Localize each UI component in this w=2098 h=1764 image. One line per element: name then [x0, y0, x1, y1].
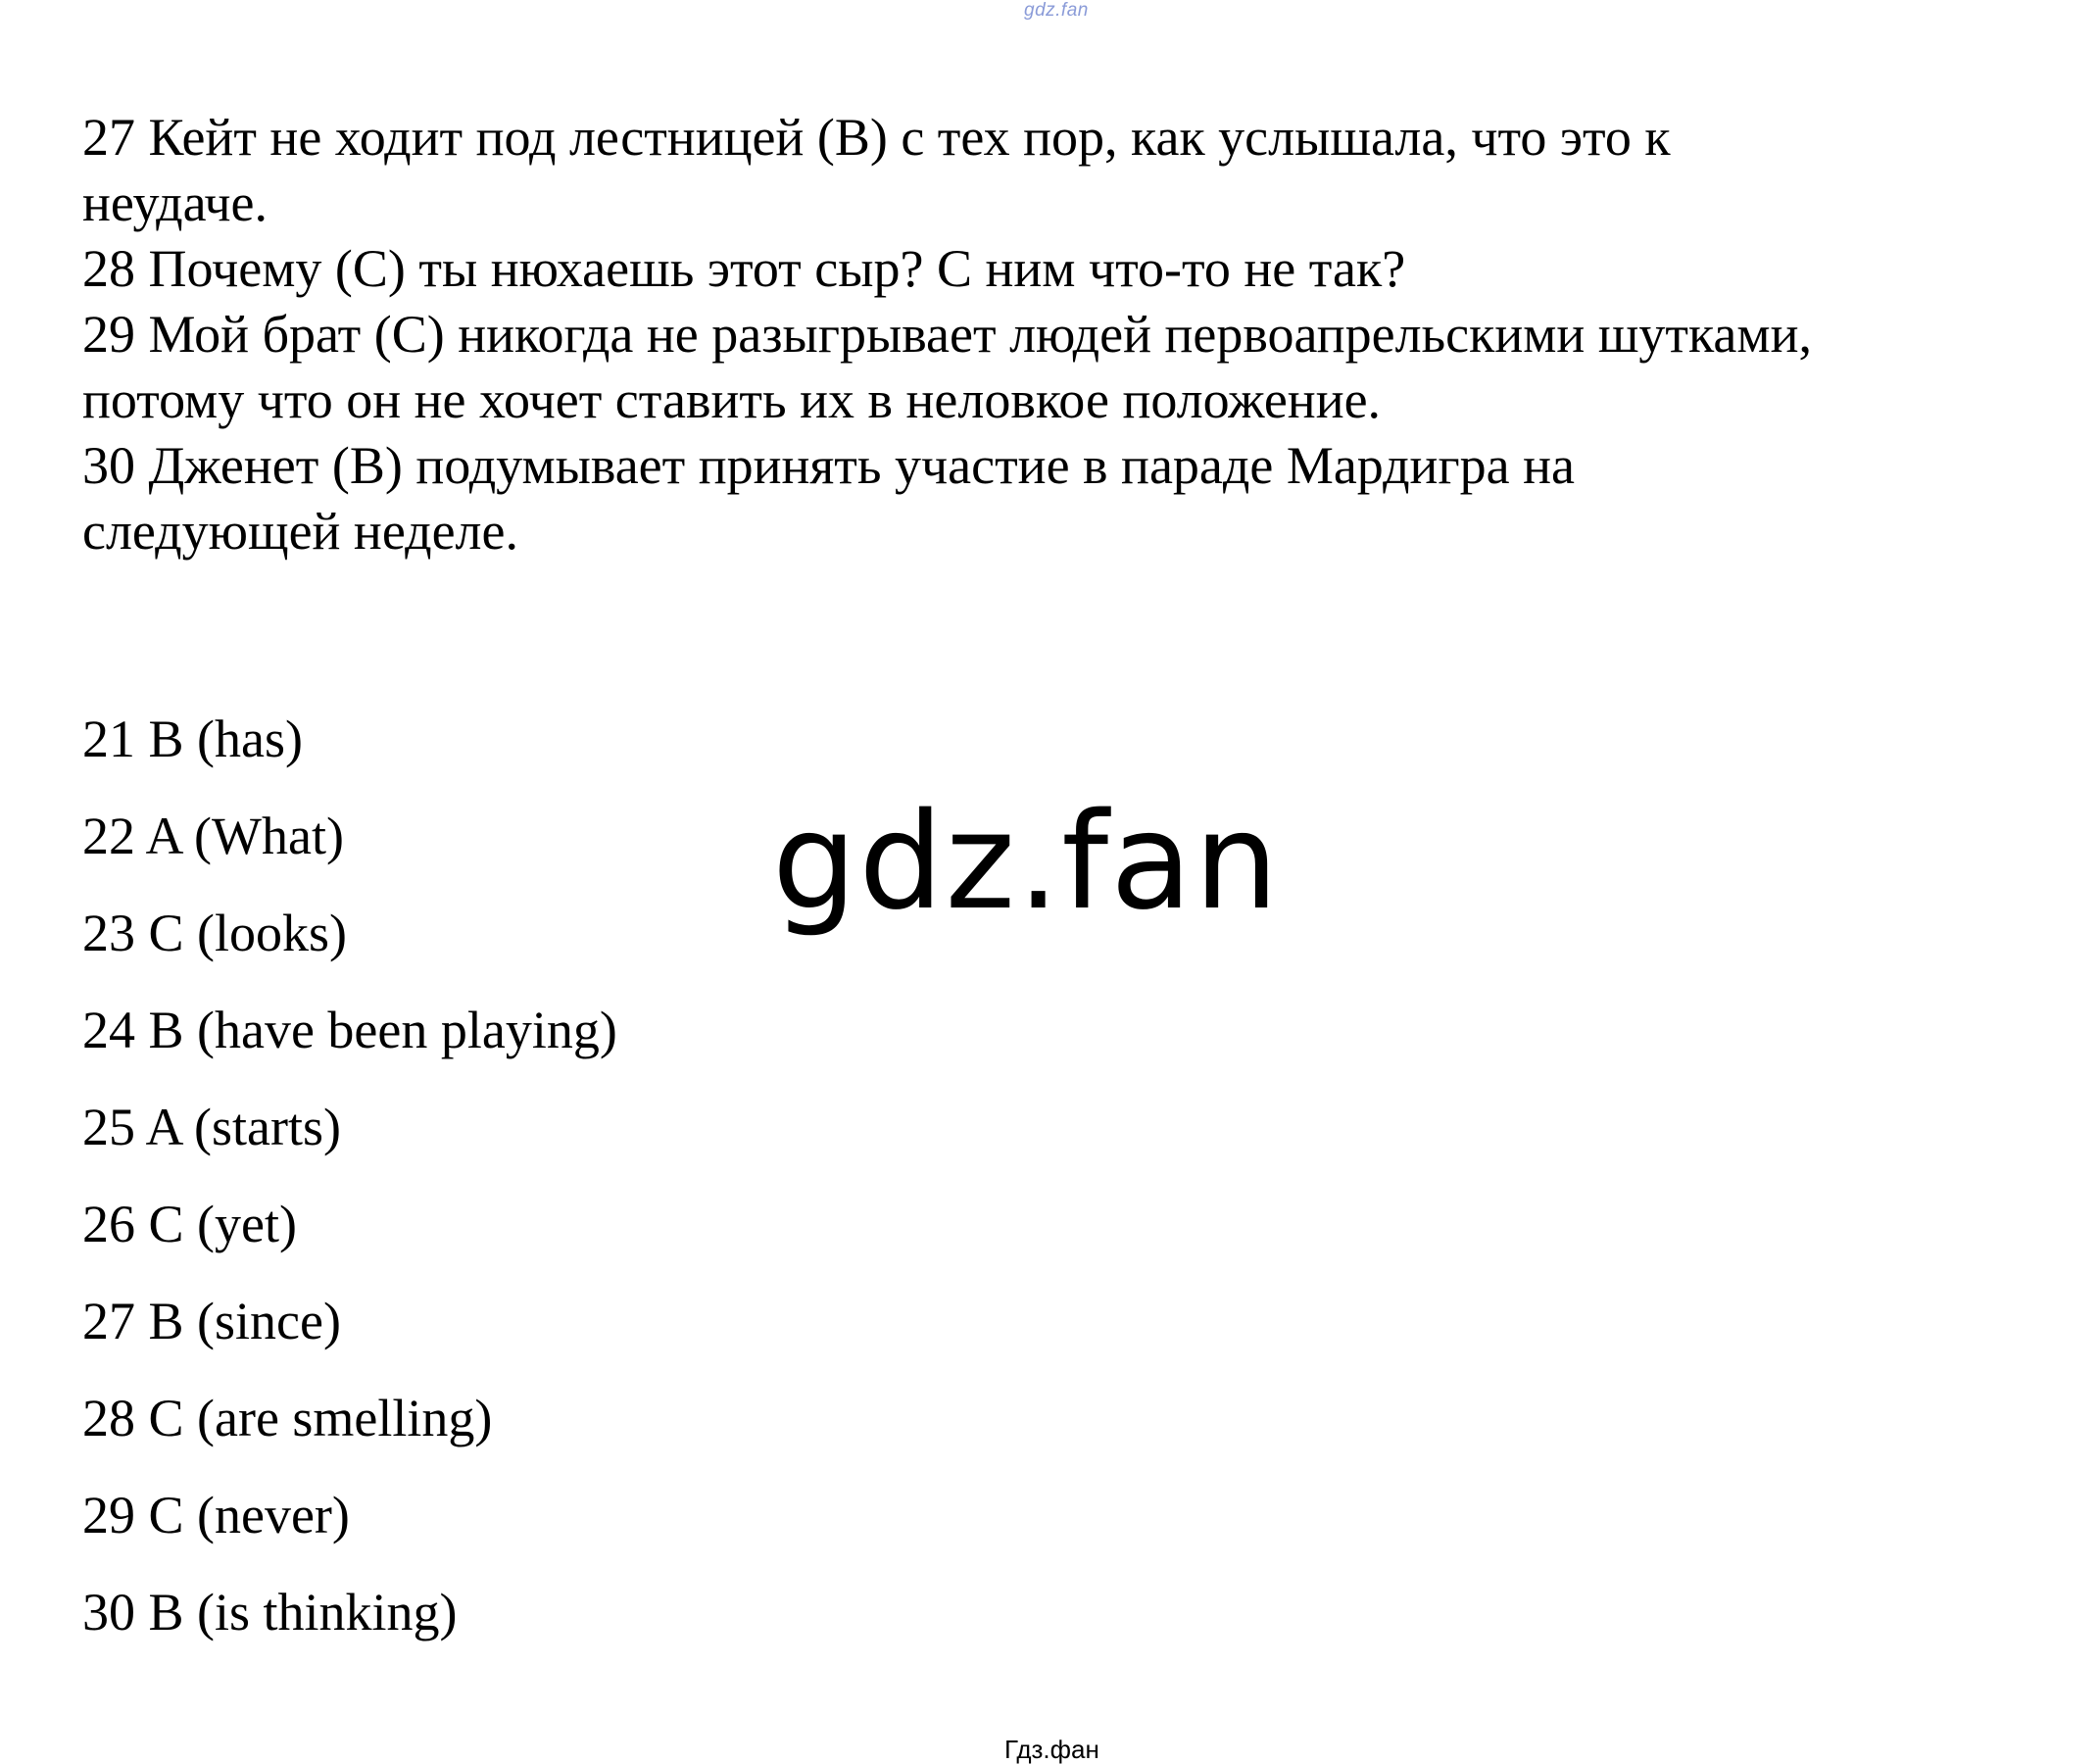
- answer-24: 24 B (have been playing): [82, 1001, 617, 1059]
- translation-29-line-1: 29 Мой брат (С) никогда не разыгрывает людей первоапрельскими шутками,: [82, 305, 1812, 364]
- translation-30-line-1: 30 Дженет (В) подумывает принять участие в параде Мардигра на: [82, 436, 1575, 495]
- translation-28-line-1: 28 Почему (С) ты нюхаешь этот сыр? С ним что-то не так?: [82, 239, 1406, 298]
- translation-30-line-2: следующей неделе.: [82, 502, 518, 561]
- answer-28: 28 C (are smelling): [82, 1389, 493, 1447]
- translation-block: [82, 105, 2042, 564]
- answer-26: 26 C (yet): [82, 1195, 297, 1253]
- answer-29: 29 C (never): [82, 1486, 350, 1544]
- answer-list: [82, 691, 617, 1661]
- answer-21: 21 B (has): [82, 710, 303, 768]
- footer-watermark: Гдз.фан: [1004, 1735, 1099, 1764]
- answer-27: 27 B (since): [82, 1292, 341, 1350]
- answer-25: 25 A (starts): [82, 1098, 341, 1156]
- answer-30: 30 B (is thinking): [82, 1583, 458, 1642]
- translation-29-line-2: потому что он не хочет ставить их в неловкое положение.: [82, 370, 1382, 429]
- center-watermark: gdz.fan: [772, 785, 1281, 940]
- top-watermark: gdz.fan: [1024, 0, 1089, 21]
- answer-23: 23 C (looks): [82, 904, 347, 962]
- translation-27-line-2: неудаче.: [82, 173, 268, 232]
- translation-27-line-1: 27 Кейт не ходит под лестницей (B) с тех пор, как услышала, что это к: [82, 108, 1671, 167]
- answer-22: 22 A (What): [82, 807, 344, 865]
